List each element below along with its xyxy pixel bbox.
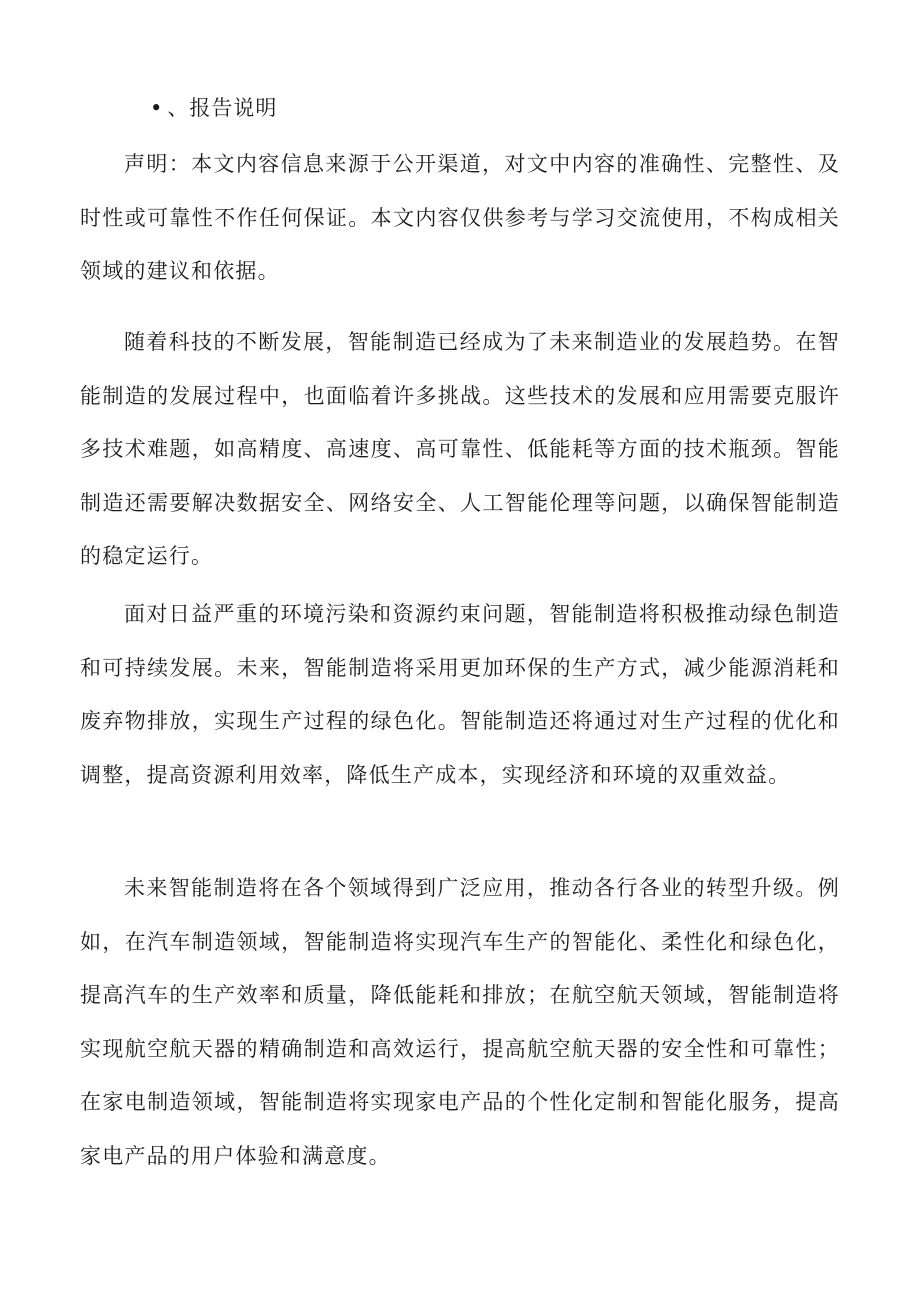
body-paragraph-green-manufacturing: 面对日益严重的环境污染和资源约束问题，智能制造将积极推动绿色制造和可持续发展。未来，智能制造将采用更加环保的生产方式，减少能源消耗和废弃物排放，实现生产过程的绿色化。智能制造还将通过对生产过程的优化和调整，提高资源利用效率，降低生产成本，实现经济和环境的双重效益。 <box>80 602 840 787</box>
section-heading <box>150 90 277 126</box>
section-title: 、报告说明 <box>167 96 278 120</box>
body-paragraph-applications: 未来智能制造将在各个领域得到广泛应用，推动各行各业的转型升级。例如，在汽车制造领域，智能制造将实现汽车生产的智能化、柔性化和绿色化，提高汽车的生产效率和质量，降低能耗和排放；在航空航天领域，智能制造将实现航空航天器的精确制造和高效运行，提高航空航天器的安全性和可靠性；在家电制造领域，智能制造将实现家电产品的个性化定制和智能化服务，提高家电产品的用户体验和满意度。 <box>80 876 840 1168</box>
bullet-icon: • <box>150 96 164 120</box>
body-paragraph-challenges: 随着科技的不断发展，智能制造已经成为了未来制造业的发展趋势。在智能制造的发展过程中，也面临着许多挑战。这些技术的发展和应用需要克服许多技术难题，如高精度、高速度、高可靠性、低能耗等方面的技术瓶颈。智能制造还需要解决数据安全、网络安全、人工智能伦理等问题，以确保智能制造的稳定运行。 <box>80 330 840 568</box>
disclaimer-paragraph: 声明：本文内容信息来源于公开渠道，对文中内容的准确性、完整性、及时性或可靠性不作任何保证。本文内容仅供参考与学习交流使用，不构成相关领域的建议和依据。 <box>80 152 840 283</box>
